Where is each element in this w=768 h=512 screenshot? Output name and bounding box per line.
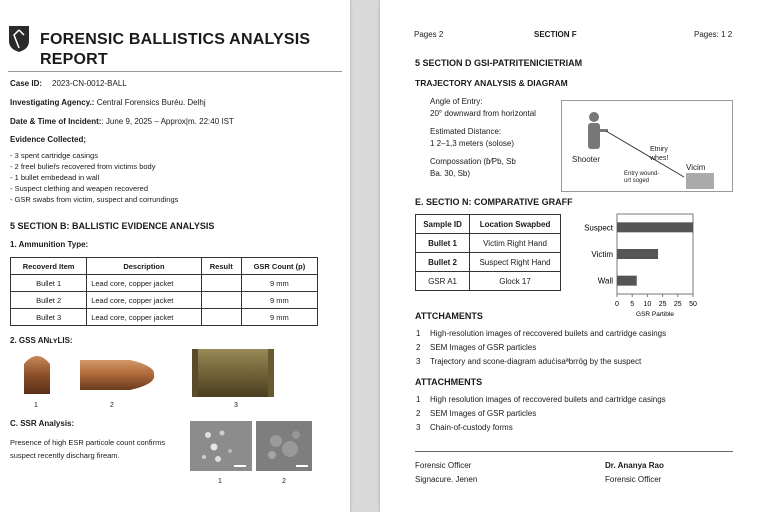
table-cell: Suspect Right Hand (470, 253, 561, 272)
table-cell: 9 mm (241, 275, 317, 292)
entry-wound-label: Entry wound- urt soged (624, 171, 660, 184)
page-header-center: SECTION F (534, 30, 577, 39)
shield-logo-icon (8, 25, 30, 53)
evidence-item: - 3 spent cartridge casings (10, 151, 98, 160)
report-page-2 (380, 0, 768, 512)
table-row (416, 234, 561, 253)
gss-analysis-heading: 2. GSS ANʟʏLIS: (10, 336, 73, 345)
table-cell: Bullet 1 (416, 234, 470, 253)
col-header: Sample ID (416, 215, 470, 234)
page-header-right: Pages: 1 2 (694, 30, 733, 39)
col-header: Result (201, 258, 241, 275)
x-tick-label: 10 (643, 301, 652, 308)
table-cell: Bullet 2 (11, 292, 87, 309)
table-cell: Lead core, copper jacket (87, 275, 201, 292)
table-row (416, 253, 561, 272)
bullet-photo-2 (78, 356, 156, 394)
table-cell: 9 mm (241, 309, 317, 326)
ssr-analysis-text: Presence of high ESR particole count confirms suspect recently discharg fiream. (10, 438, 166, 460)
x-axis-label: GSR Partible (636, 311, 674, 318)
table-cell: Lead core, copper jacket (87, 292, 201, 309)
table-cell: Bullet 3 (11, 309, 87, 326)
table-cell: GSR A1 (416, 272, 470, 291)
col-header: Location Swapbed (470, 215, 561, 234)
table-row (416, 272, 561, 291)
detail-label: Angle of Entry: (430, 97, 483, 106)
table-cell: Victim Right Hand (470, 234, 561, 253)
attachments-heading-2: ATTACHMENTS (415, 377, 483, 387)
x-tick-label: 25 (673, 301, 682, 308)
table-header-row (416, 215, 561, 234)
category-label: Victim (591, 250, 613, 259)
cartridge-casing-photo (190, 346, 278, 400)
divider (8, 71, 342, 72)
sem-image-number: 1 (218, 478, 222, 485)
table-header-row (11, 258, 318, 275)
col-header: GSR Count (p) (241, 258, 317, 275)
evidence-list (10, 150, 178, 205)
list-item: 1 High-resolution images of reccovered builets and cartridge casings (416, 329, 667, 338)
table-cell: Lead core, copper jacket (87, 309, 201, 326)
section-e-heading: E. SECTIO N: COMPARATIVE GRAFF (415, 197, 573, 207)
detail-label: Estimated Distance: (430, 127, 502, 136)
signature-block-left (415, 459, 477, 487)
x-tick-label: 50 (689, 301, 697, 308)
list-item: 2 SEM Images of GSR particles (416, 343, 537, 352)
evidence-item: - GSR swabs from victim, suspect and corrundings (10, 195, 179, 204)
trajectory-heading: TRAJECTORY ANALYSIS & DIAGRAM (415, 78, 568, 88)
col-header: Description (87, 258, 201, 275)
list-item: 3 Trajectory and scone-diagram aduċisaªbrrög by the suspect (416, 357, 642, 366)
photo-number: 1 (34, 402, 38, 409)
detail-value: 1 2–1,3 meters (solose) (430, 139, 515, 148)
evidence-item: - Suspect clething and weapen recovered (10, 184, 149, 193)
x-tick-label: 25 (658, 301, 667, 308)
gsr-comparison-chart (570, 212, 730, 318)
section-b-heading: 5 SECTION B: BALLISTIC EVIDENCE ANALYSIS (10, 221, 215, 231)
agency-field: Investigating Agency.: Central Forensics Buréu. Delhj (10, 98, 206, 107)
list-item: 1 High resolution images of reccovered builets and cartridge casings (416, 395, 666, 404)
officer-title: Forensic Officer (605, 475, 662, 484)
bullet-photo-1 (18, 352, 56, 398)
sem-image-1 (190, 421, 252, 471)
sem-image-number: 2 (282, 478, 286, 485)
evidence-item: - 1 bullet embedead in wall (10, 173, 100, 182)
table-row (11, 292, 318, 309)
bar (617, 249, 658, 259)
table-cell (201, 292, 241, 309)
sem-image-2 (256, 421, 312, 471)
date-field: Date & Time of Incident:: June 9, 2025 – Approx|m. 22:40 IST (10, 117, 234, 126)
signature-block-right (605, 459, 664, 487)
shooter-label: Shooter (572, 155, 601, 164)
table-cell: Bullet 2 (416, 253, 470, 272)
category-label: Suspect (584, 223, 613, 233)
trajectory-details (430, 96, 536, 180)
officer-title: Forensic Officer (415, 461, 472, 470)
ssr-analysis-heading: C. SSR Analysis: (10, 419, 75, 428)
attachments-list-1 (416, 327, 666, 369)
detail-value: 20° downward from horizontal (430, 109, 536, 118)
officer-name: Dr. Ananya Rao (605, 461, 664, 470)
bar (617, 222, 693, 232)
page-header-left: Pages 2 (414, 30, 444, 39)
category-label: Wall (597, 276, 613, 286)
table-cell: Glock 17 (470, 272, 561, 291)
entry-label: Etniry whes! (650, 146, 669, 162)
report-page-1 (0, 0, 350, 512)
detail-value: Ba. 30, Sb) (430, 169, 471, 178)
table-row (11, 309, 318, 326)
victim-label: Vicim (686, 163, 706, 172)
attachments-list-2 (416, 393, 666, 435)
evidence-item: - 2 freel bulieřs recovered from victims body (10, 162, 156, 171)
ammunition-heading: 1. Ammunition Type: (10, 240, 89, 249)
x-tick-label: 0 (615, 301, 619, 308)
col-header: Recoverd Item (11, 258, 87, 275)
report-title: FORENSIC BALLISTICS ANALYSIS REPORT (40, 31, 311, 68)
bar (617, 276, 637, 286)
attachments-heading-1: ATTCHAMENTS (415, 311, 483, 321)
table-cell (201, 275, 241, 292)
section-d-heading: 5 SECTION D GSI-PATRITENICIETRIAM (415, 58, 583, 68)
list-item: 3 Chain-of-custody forms (416, 423, 513, 432)
table-cell: 9 mm (241, 292, 317, 309)
case-id-field: Case ID: 2023-CN-0012-BALL (10, 79, 127, 88)
table-cell (201, 309, 241, 326)
sample-table (415, 214, 561, 291)
signature-divider (415, 451, 733, 452)
ammunition-table (10, 257, 318, 326)
photo-number: 3 (234, 402, 238, 409)
x-tick-label: 5 (630, 301, 635, 308)
trajectory-diagram (561, 100, 733, 192)
detail-label: Compossation (ɓ⁄Pb, Sb (430, 157, 516, 166)
officer-signature: Signacure. Jenen (415, 475, 478, 484)
table-cell: Bullet 1 (11, 275, 87, 292)
evidence-heading: Evidence Collected; (10, 135, 87, 144)
list-item: 2 SEM Images of GSR particles (416, 409, 537, 418)
table-row (11, 275, 318, 292)
photo-number: 2 (110, 402, 114, 409)
